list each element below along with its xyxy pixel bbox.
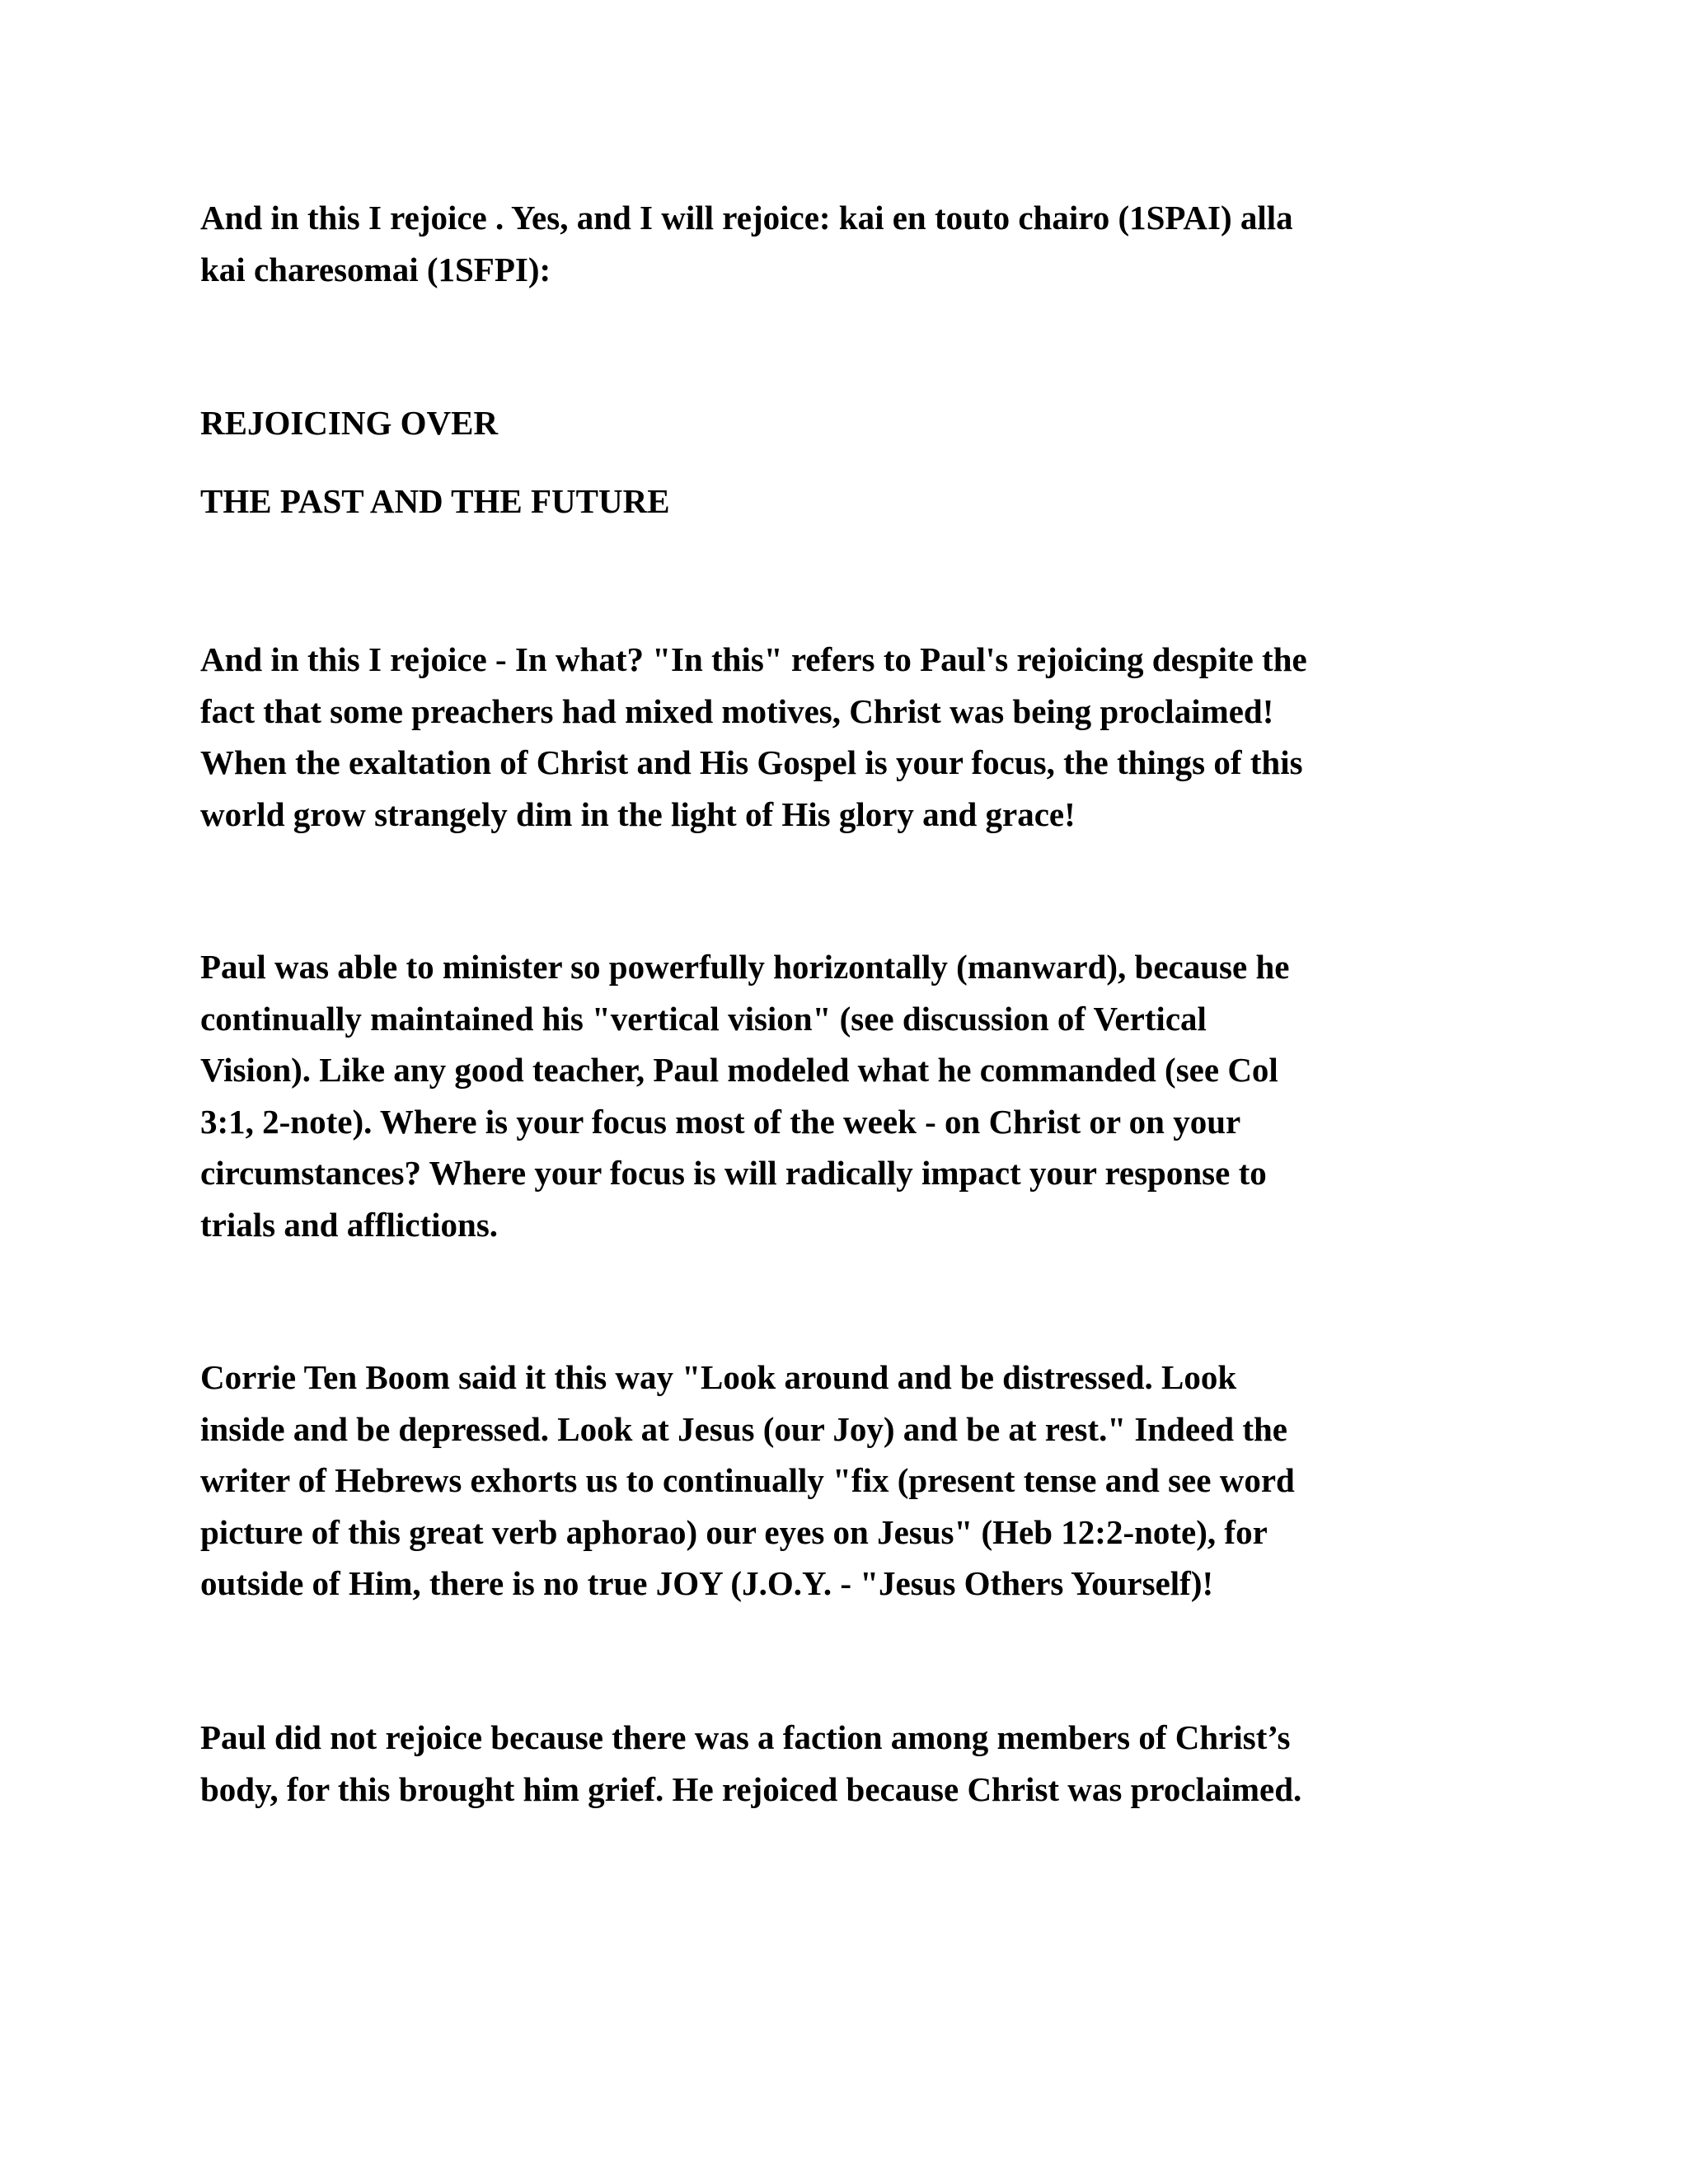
paragraph-in-this: And in this I rejoice - In what? "In this" refers to Paul's rejoicing despite the fact that some preachers had mixed motives, Christ was being proclaimed! When the exaltation of Christ and His Gospel is your focus, the things of this world grow strangely dim in the light of His glory and grace! <box>200 640 1307 833</box>
paragraph-vertical-vision: Paul was able to minister so powerfully horizontally (manward), because he continually maintained his "vertical vision" (see discussion of Vertical Vision). Like any good teacher, Paul modeled what he commanded (see Col 3:1, 2-note). Where is your focus most of the week - on Christ or on your circumstances? Where your focus is will radically impact your response to trials and afflictions. <box>200 948 1290 1244</box>
paragraph-faction: Paul did not rejoice because there was a faction among members of Christ’s body, for this brought him grief. He rejoiced because Christ was proclaimed. <box>200 1718 1302 1808</box>
section-heading-line-1: REJOICING OVER <box>200 404 499 442</box>
intro-verse: And in this I rejoice . Yes, and I will rejoice: kai en touto chairo (1SPAI) alla kai charesomai (1SFPI): <box>200 199 1293 288</box>
section-heading-line-2: THE PAST AND THE FUTURE <box>200 482 670 520</box>
paragraph-corrie-ten-boom: Corrie Ten Boom said it this way "Look around and be distressed. Look inside and be depressed. Look at Jesus (our Joy) and be at rest." Indeed the writer of Hebrews exhorts us to continually "fix (present tense and see word picture of this great verb aphorao) our eyes on Jesus" (Heb 12:2-note), for outside of Him, there is no true JOY (J.O.Y. - "Jesus Others Yourself)! <box>200 1358 1295 1602</box>
